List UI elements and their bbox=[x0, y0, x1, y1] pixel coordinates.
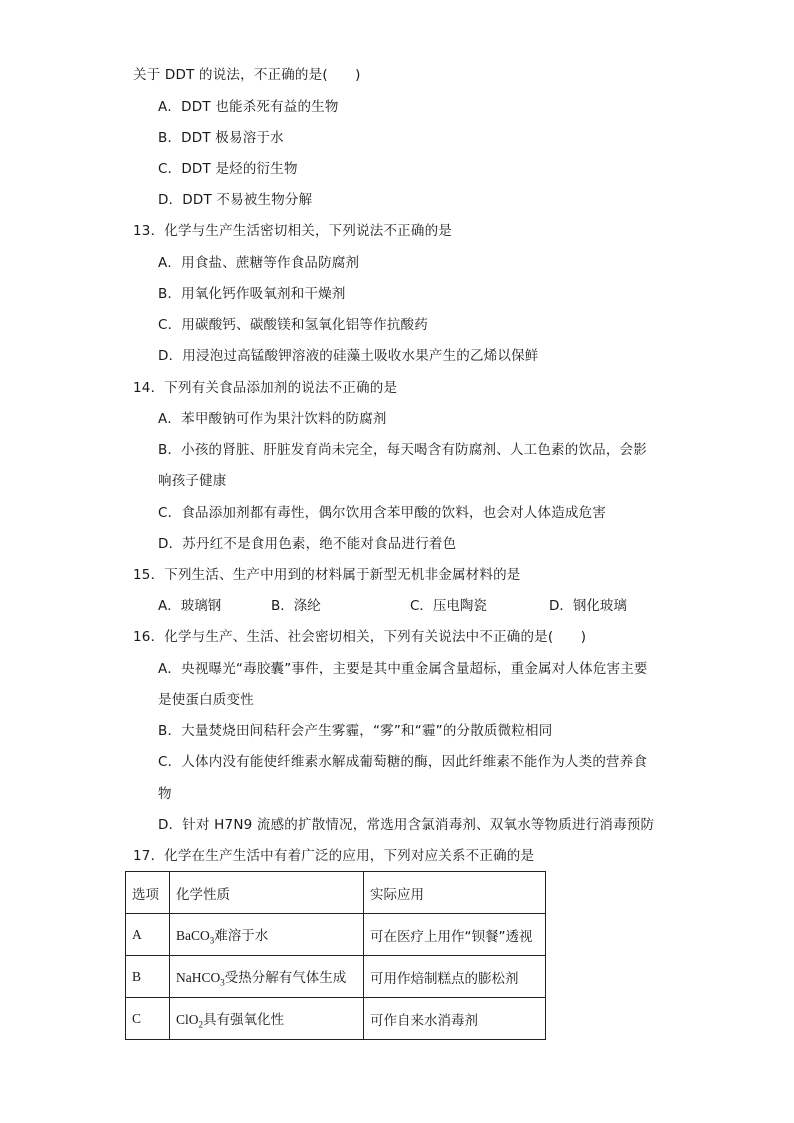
table-header-option: 选项 bbox=[126, 872, 170, 914]
q16-option-b: B．大量焚烧田间秸秆会产生雾霾，“雾”和“霾”的分散质微粒相同 bbox=[158, 723, 553, 739]
q12-option-c: C．DDT 是烃的衍生物 bbox=[158, 161, 298, 177]
table-cell-application: 可在医疗上用作“钡餐”透视 bbox=[364, 914, 546, 956]
q16-option-a: A．央视曝光“毒胶囊”事件，主要是其中重金属含量超标，重金属对人体危害主要 bbox=[158, 661, 648, 677]
q14-option-c: C．食品添加剂都有毒性，偶尔饮用含苯甲酸的饮料，也会对人体造成危害 bbox=[158, 505, 607, 521]
table-cell-option: A bbox=[126, 914, 170, 956]
q16-option-a-cont: 是使蛋白质变性 bbox=[158, 692, 254, 708]
question-14-stem: 14．下列有关食品添加剂的说法不正确的是 bbox=[133, 380, 398, 396]
q15-option-c: C．压电陶瓷 bbox=[410, 598, 487, 614]
question-17-stem: 17．化学在生产生活中有着广泛的应用，下列对应关系不正确的是 bbox=[133, 848, 535, 864]
question-15-stem: 15．下列生活、生产中用到的材料属于新型无机非金属材料的是 bbox=[133, 567, 521, 583]
q14-option-d: D．苏丹红不是食用色素，绝不能对食品进行着色 bbox=[158, 536, 457, 552]
table-row bbox=[126, 914, 546, 956]
q15-options-row bbox=[158, 597, 678, 615]
table-cell-option: C bbox=[126, 998, 170, 1040]
q12-option-b: B．DDT 极易溶于水 bbox=[158, 130, 284, 146]
table-cell-property: NaHCO$_3$受热分解有气体生成 bbox=[170, 956, 364, 998]
q14-option-a: A．苯甲酸钠可作为果汁饮料的防腐剂 bbox=[158, 411, 387, 427]
q15-option-b: B．涤纶 bbox=[271, 598, 321, 614]
table-cell-application: 可作自来水消毒剂 bbox=[364, 998, 546, 1040]
table-header-application: 实际应用 bbox=[364, 872, 546, 914]
q13-option-b: B．用氧化钙作吸氧剂和干燥剂 bbox=[158, 286, 346, 302]
q14-option-b-cont: 响孩子健康 bbox=[158, 473, 227, 489]
q15-option-d: D．钢化玻璃 bbox=[549, 598, 627, 614]
q17-table bbox=[125, 871, 546, 1040]
q15-option-a: A．玻璃钢 bbox=[158, 598, 222, 614]
q12-option-a: A．DDT 也能杀死有益的生物 bbox=[158, 99, 339, 115]
q16-option-c: C．人体内没有能使纤维素水解成葡萄糖的酶，因此纤维素不能作为人类的营养食 bbox=[158, 754, 648, 770]
question-16-stem: 16．化学与生产、生活、社会密切相关，下列有关说法中不正确的是( ) bbox=[133, 629, 587, 645]
table-cell-property: ClO$_2$具有强氧化性 bbox=[170, 998, 364, 1040]
table-cell-application: 可用作焙制糕点的膨松剂 bbox=[364, 956, 546, 998]
question-12-stem: 关于 DDT 的说法，不正确的是( ) bbox=[133, 67, 361, 83]
q13-option-c: C．用碳酸钙、碳酸镁和氢氧化铝等作抗酸药 bbox=[158, 317, 428, 333]
q14-option-b: B．小孩的肾脏、肝脏发育尚未完全，每天喝含有防腐剂、人工色素的饮品，会影 bbox=[158, 442, 647, 458]
table-cell-option: B bbox=[126, 956, 170, 998]
table-header-row bbox=[126, 872, 546, 914]
table-header-property: 化学性质 bbox=[170, 872, 364, 914]
q12-option-d: D．DDT 不易被生物分解 bbox=[158, 192, 313, 208]
q16-option-c-cont: 物 bbox=[158, 786, 172, 802]
q13-option-a: A．用食盐、蔗糖等作食品防腐剂 bbox=[158, 255, 360, 271]
table-cell-property: BaCO$_3$难溶于水 bbox=[170, 914, 364, 956]
table-row bbox=[126, 998, 546, 1040]
table-row bbox=[126, 956, 546, 998]
question-13-stem: 13．化学与生产生活密切相关，下列说法不正确的是 bbox=[133, 223, 452, 239]
q16-option-d: D．针对 H7N9 流感的扩散情况，常选用含氯消毒剂、双氧水等物质进行消毒预防 bbox=[158, 817, 655, 833]
q13-option-d: D．用浸泡过高锰酸钾溶液的硅藻土吸收水果产生的乙烯以保鲜 bbox=[158, 348, 539, 364]
